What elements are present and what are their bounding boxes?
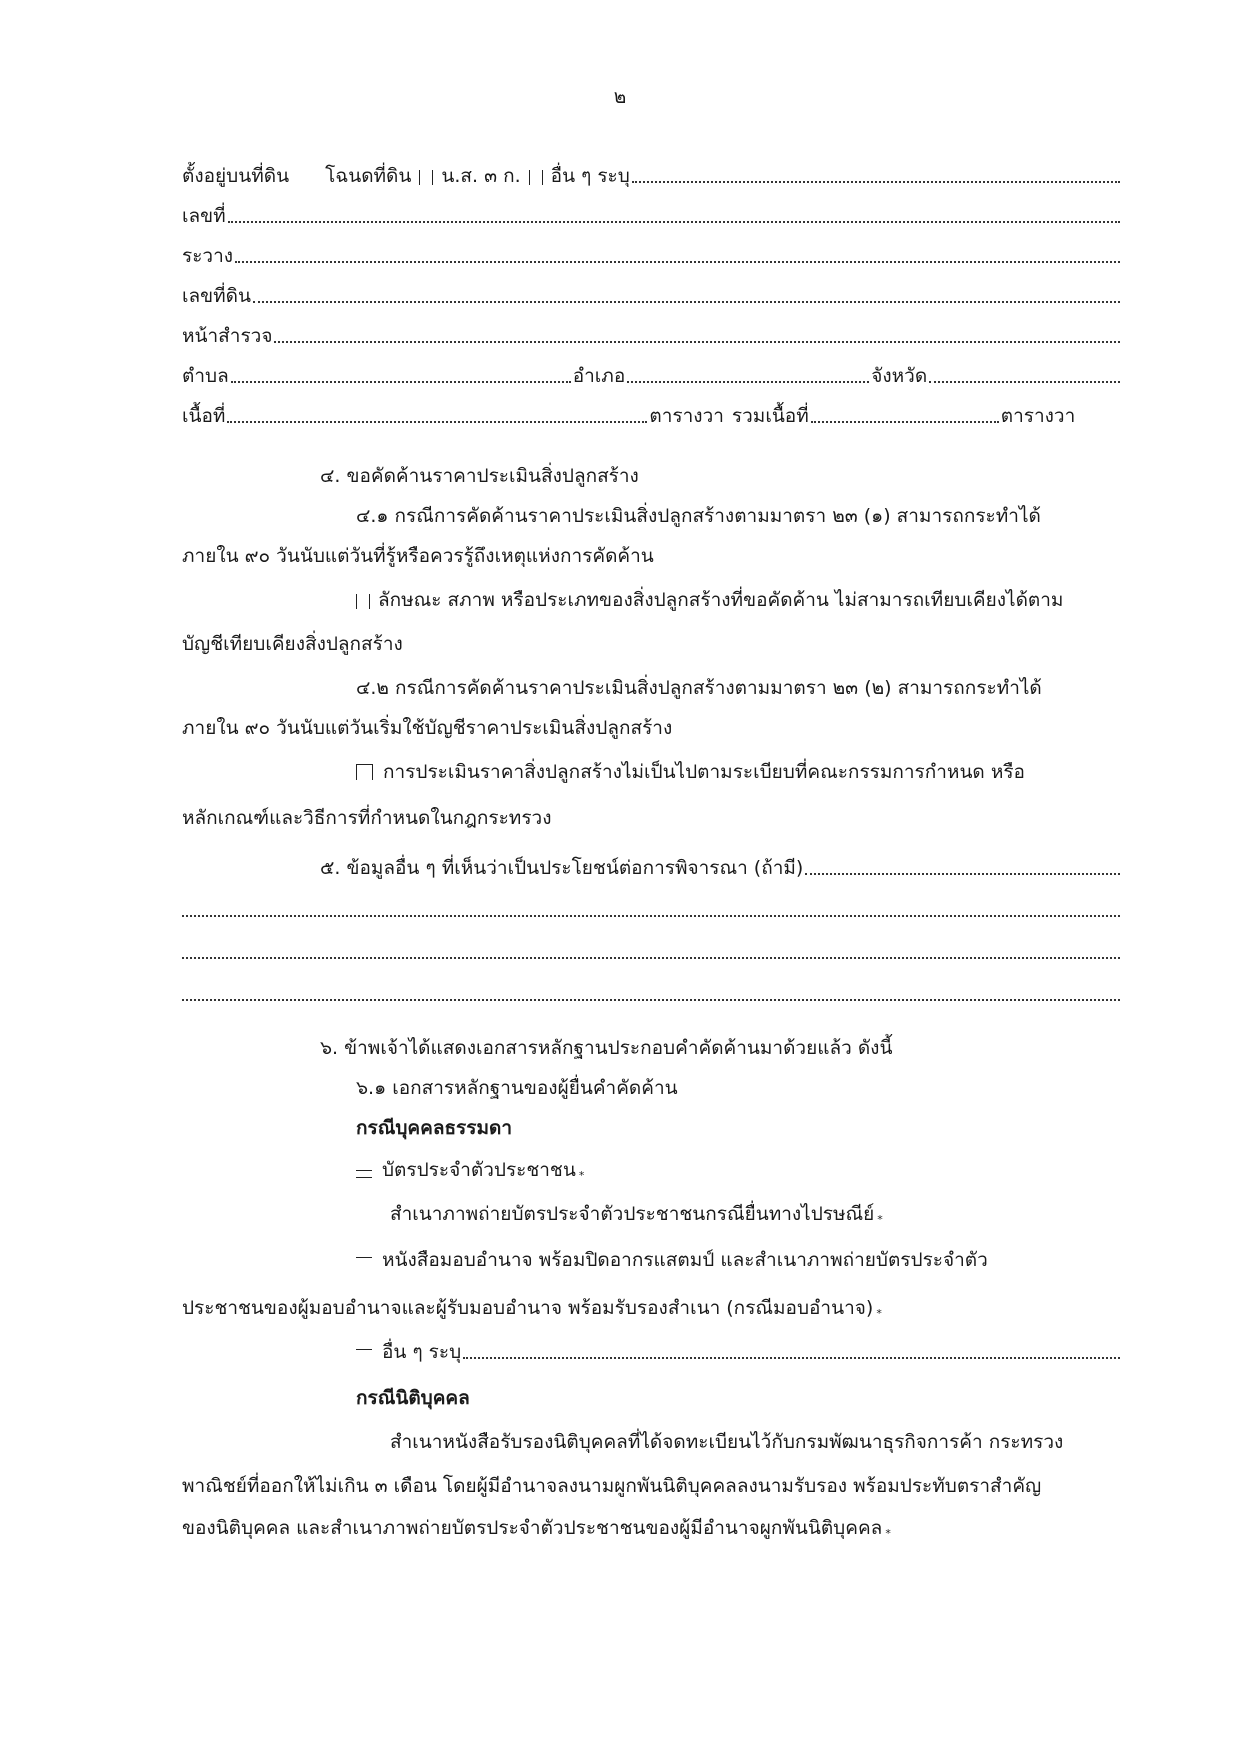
- other-doc-field[interactable]: [632, 181, 1120, 183]
- province-field[interactable]: [929, 381, 1120, 383]
- other-specify-field[interactable]: [463, 1357, 1120, 1359]
- juristic-line3: ของนิติบุคคล และสำเนาภาพถ่ายบัตรประจำตัวประชาชนของผู้มีอำนาจผูกพันนิติบุคคล $_*$: [182, 1517, 891, 1540]
- section5-field-3[interactable]: [182, 957, 1120, 959]
- juristic-line1: สำเนาหนังสือรับรองนิติบุคคลที่ได้จดทะเบียนไว้กับกรมพัฒนาธุรกิจการค้า กระทรวง: [390, 1431, 1064, 1454]
- section5-field-4[interactable]: [182, 999, 1120, 1001]
- amphoe-label: อำเภอ: [572, 365, 626, 388]
- section42-option-checkbox[interactable]: [356, 764, 373, 780]
- section61-heading: ๖.๑ เอกสารหลักฐานของผู้ยื่นคำคัดค้าน: [356, 1077, 678, 1100]
- tambon-field[interactable]: [231, 381, 571, 383]
- survey-page-label: หน้าสำรวจ: [182, 325, 273, 348]
- section41-option-checkbox[interactable]: [356, 594, 370, 609]
- section42-option-line1: การประเมินราคาสิ่งปลูกสร้างไม่เป็นไปตามระเบียบที่คณะกรรมการกำหนด หรือ: [356, 754, 1122, 784]
- survey-page-line: [182, 318, 1122, 348]
- section41-line2: ภายใน ๙๐ วันนับแต่วันที่รู้หรือควรรู้ถึงเหตุแห่งการคัดค้าน: [182, 545, 654, 568]
- deed-label: โฉนดที่ดิน: [325, 165, 412, 188]
- area-line: [182, 398, 1122, 428]
- number-line: [182, 198, 1122, 228]
- poa-checkbox[interactable]: [356, 1257, 372, 1258]
- other-specify-label: อื่น ๆ ระบุ: [382, 1341, 462, 1364]
- id-copy-post-line: [390, 1196, 1122, 1226]
- total-area-field[interactable]: [811, 421, 999, 423]
- amphoe-field[interactable]: [627, 381, 869, 383]
- poa-line2: ประชาชนของผู้มอบอำนาจและผู้รับมอบอำนาจ พร้อมรับรองสำเนา (กรณีมอบอำนาจ) $_*$: [182, 1297, 882, 1320]
- ns3k-checkbox[interactable]: [529, 170, 543, 185]
- area-field[interactable]: [227, 421, 647, 423]
- poa-line1: หนังสือมอบอำนาจ พร้อมปิดอากรแสตมป์ และสำเนาภาพถ่ายบัตรประจำตัว: [356, 1242, 1122, 1272]
- page-number: ๒: [613, 86, 627, 108]
- deed-checkbox[interactable]: [419, 170, 433, 185]
- other-specify-line: [356, 1334, 1122, 1364]
- juristic-line2: พาณิชย์ที่ออกให้ไม่เกิน ๓ เดือน โดยผู้มีอำนาจลงนามผูกพันนิติบุคคลลงนามรับรอง พร้อมประทับตราสำคัญ: [182, 1475, 1042, 1498]
- location-deed-line: [182, 158, 1122, 188]
- ns3k-label: น.ส. ๓ ก.: [441, 165, 521, 188]
- number-field[interactable]: [228, 221, 1120, 223]
- sqwa-label-2: ตารางวา: [1000, 405, 1076, 428]
- id-card-line: [356, 1152, 1122, 1182]
- section41-option-line1: ลักษณะ สภาพ หรือประเภทของสิ่งปลูกสร้างที่ขอคัดค้าน ไม่สามารถเทียบเคียงได้ตาม: [356, 582, 1122, 612]
- number-label: เลขที่: [182, 205, 226, 228]
- land-number-field[interactable]: [253, 301, 1120, 303]
- id-card-label: บัตรประจำตัวประชาชน: [382, 1159, 576, 1182]
- section5-heading: ๕. ข้อมูลอื่น ๆ ที่เห็นว่าเป็นประโยชน์ต่อการพิจารณา (ถ้ามี): [320, 857, 804, 880]
- area-label: เนื้อที่: [182, 405, 226, 428]
- section5-line4: [182, 976, 1122, 1006]
- section5-line3: [182, 934, 1122, 964]
- province-label: จังหวัด: [871, 365, 928, 388]
- location-prefix: ตั้งอยู่บนที่ดิน: [182, 165, 290, 188]
- other-doc-label: อื่น ๆ ระบุ: [550, 165, 630, 188]
- section5-line2: [182, 892, 1122, 922]
- section42-line2: ภายใน ๙๐ วันนับแต่วันเริ่มใช้บัญชีราคาประเมินสิ่งปลูกสร้าง: [182, 717, 673, 740]
- rawang-line: [182, 238, 1122, 268]
- land-number-label: เลขที่ดิน: [182, 285, 251, 308]
- section6-heading: ๖. ข้าพเจ้าได้แสดงเอกสารหลักฐานประกอบคำคัดค้านมาด้วยแล้ว ดังนี้: [320, 1037, 893, 1060]
- land-number-line: [182, 278, 1122, 308]
- id-card-asterisk: *: [578, 1168, 585, 1182]
- id-copy-post-asterisk: *: [877, 1212, 883, 1226]
- other-specify-checkbox[interactable]: [356, 1349, 372, 1350]
- rawang-field[interactable]: [235, 261, 1120, 263]
- section41-option-line2: บัญชีเทียบเคียงสิ่งปลูกสร้าง: [182, 633, 403, 656]
- sqwa-label: ตารางวา: [649, 405, 724, 428]
- survey-page-field[interactable]: [274, 341, 1120, 343]
- natural-person-heading: กรณีบุคคลธรรมดา: [356, 1117, 512, 1140]
- address-line: [182, 358, 1122, 388]
- juristic-asterisk: *: [885, 1526, 891, 1540]
- id-copy-post-label: สำเนาภาพถ่ายบัตรประจำตัวประชาชนกรณียื่นทางไปรษณีย์: [390, 1203, 875, 1226]
- poa-asterisk: *: [876, 1306, 882, 1320]
- section5-heading-line: [320, 850, 1122, 880]
- section42-option-line2: หลักเกณฑ์และวิธีการที่กำหนดในกฎกระทรวง: [182, 807, 552, 830]
- section41-line1: ๔.๑ กรณีการคัดค้านราคาประเมินสิ่งปลูกสร้างตามมาตรา ๒๓ (๑) สามารถกระทำได้: [356, 505, 1041, 528]
- id-card-checkbox[interactable]: [356, 1170, 372, 1178]
- total-area-label: รวมเนื้อที่: [731, 405, 809, 428]
- section42-line1: ๔.๒ กรณีการคัดค้านราคาประเมินสิ่งปลูกสร้างตามมาตรา ๒๓ (๒) สามารถกระทำได้: [356, 677, 1042, 700]
- rawang-label: ระวาง: [182, 245, 234, 268]
- juristic-person-heading: กรณีนิติบุคคล: [356, 1387, 470, 1410]
- section4-heading: ๔. ขอคัดค้านราคาประเมินสิ่งปลูกสร้าง: [320, 465, 639, 488]
- tambon-label: ตำบล: [182, 365, 229, 388]
- section5-field-1[interactable]: [805, 873, 1120, 875]
- section5-field-2[interactable]: [182, 915, 1120, 917]
